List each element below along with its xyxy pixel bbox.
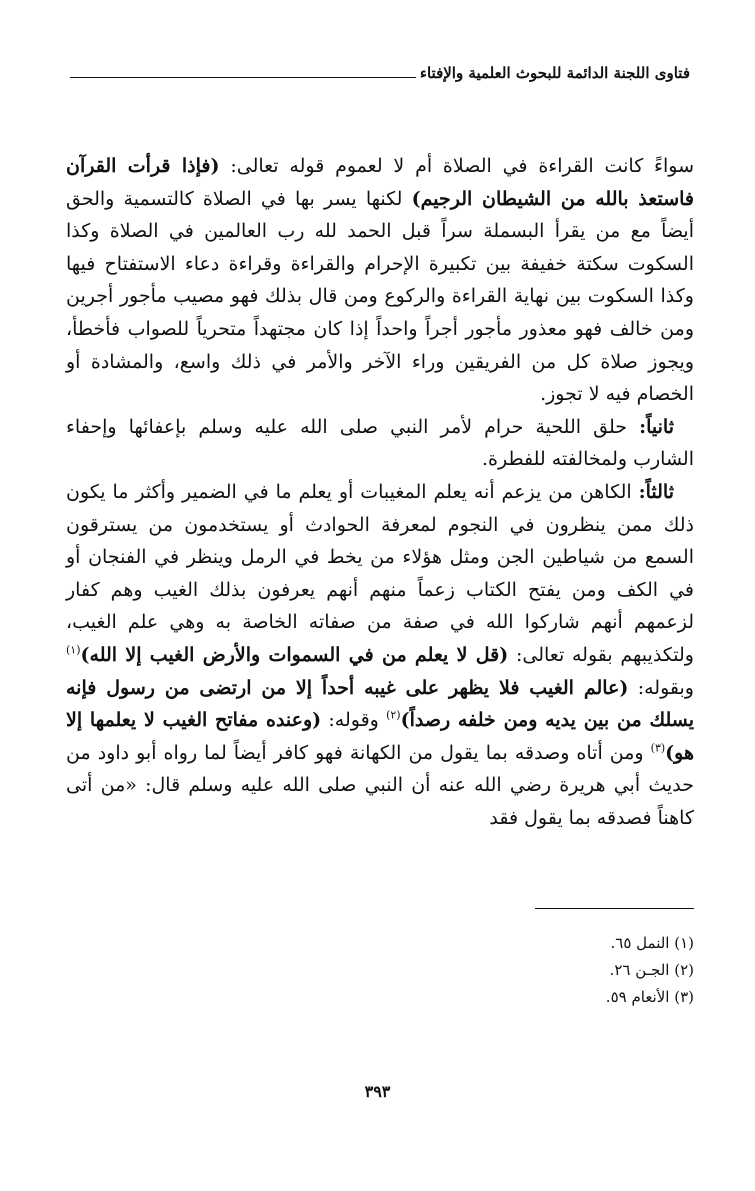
quran-verse: (فإذا قرأت القرآن فاستعذ بالله من الشيطان الرجيم) bbox=[66, 155, 694, 210]
footnote: (٣) الأنعام ٥٩. bbox=[605, 988, 694, 1006]
paragraph-text: وبقوله: bbox=[628, 676, 694, 699]
paragraph-text: وقوله: bbox=[321, 709, 387, 732]
paragraph-text: ومن أتاه وصدقه بما يقول من الكهانة فهو كافر أيضاً لما رواه أبو داود من حديث أبي هريرة رضي الله عنه أن النبي صلى الله عليه وسلم قال: «من أتى كاهناً فصدقه بما يقول فقد bbox=[66, 741, 694, 829]
paragraph-text: حلق اللحية حرام لأمر النبي صلى الله عليه وسلم بإعفائها وإحفاء الشارب ولمخالفته للفطرة. bbox=[66, 415, 694, 471]
page-number: ٣٩٣ bbox=[364, 1082, 391, 1101]
running-header-rule bbox=[70, 77, 416, 78]
paragraph-third bbox=[66, 476, 694, 835]
section-lead: ثانياً: bbox=[639, 415, 674, 438]
running-header-title: فتاوى اللجنة الدائمة للبحوث العلمية والإفتاء bbox=[419, 64, 690, 82]
paragraph-text: سواءً كانت القراءة في الصلاة أم لا لعموم قوله تعالى: bbox=[219, 155, 694, 177]
quran-verse: (قل لا يعلم من في السموات والأرض الغيب إلا الله) bbox=[80, 643, 509, 666]
footnotes bbox=[400, 930, 694, 1011]
paragraph-continuation bbox=[66, 150, 694, 411]
footnote-ref: (١) bbox=[66, 643, 81, 657]
running-header bbox=[70, 64, 690, 82]
quran-verse: (وعنده مفاتح الغيب لا يعلمها إلا هو) bbox=[66, 709, 694, 764]
footnote-ref: (٣) bbox=[650, 741, 666, 755]
footnote-ref: (٢) bbox=[386, 708, 401, 722]
section-lead: ثالثاً: bbox=[638, 480, 674, 503]
paragraph-text: لكنها يسر بها في الصلاة كالتسمية والحق أيضاً مع من يقرأ البسملة سراً قبل الحمد لله رب العالمين في الصلاة وكذا السكوت سكتة خفيفة بين تكبيرة الإحرام والقراءة وقراءة دعاء الاستفتاح فيها وكذا السكوت بين نهاية القراءة والركوع ومن قال بذلك فهو مصيب مأجور أجرين ومن خالف فهو معذور مأجور أجراً واحداً إذا كان مجتهداً متحرياً للصواب فأخطأ، ويجوز صلاة كل من الفريقين وراء الآخر والأمر في ذلك واسع، والمشادة أو الخصام فيه لا تجوز. bbox=[66, 187, 694, 406]
footnote: (٢) الجـن ٢٦. bbox=[609, 961, 694, 979]
footnote: (١) النمل ٦٥. bbox=[610, 934, 694, 952]
footnote-divider bbox=[535, 908, 694, 909]
paragraph-text: الكاهن من يزعم أنه يعلم المغيبات أو يعلم ما في الضمير وأكثر ما يكون ذلك ممن ينظرون في النجوم لمعرفة الحوادث أو يستخدمون من يسترقون السمع من شياطين الجن ومثل هؤلاء من يخط في الرمل وينظر في الفنجان أو في الكف ومن يفتح الكتاب زعماً منهم أنهم يعرفون بذلك الغيب وهم كفار لزعمهم أنهم شاركوا الله في صفة من صفاته الخاصة به وهي علم الغيب، ولتكذيبهم بقوله تعالى: bbox=[66, 480, 694, 666]
body-text bbox=[66, 150, 694, 834]
paragraph-second bbox=[66, 411, 694, 476]
quran-verse: (عالم الغيب فلا يظهر على غيبه أحداً إلا من ارتضى من رسول فإنه يسلك من بين يديه ومن خلفه رصداً) bbox=[66, 676, 694, 732]
